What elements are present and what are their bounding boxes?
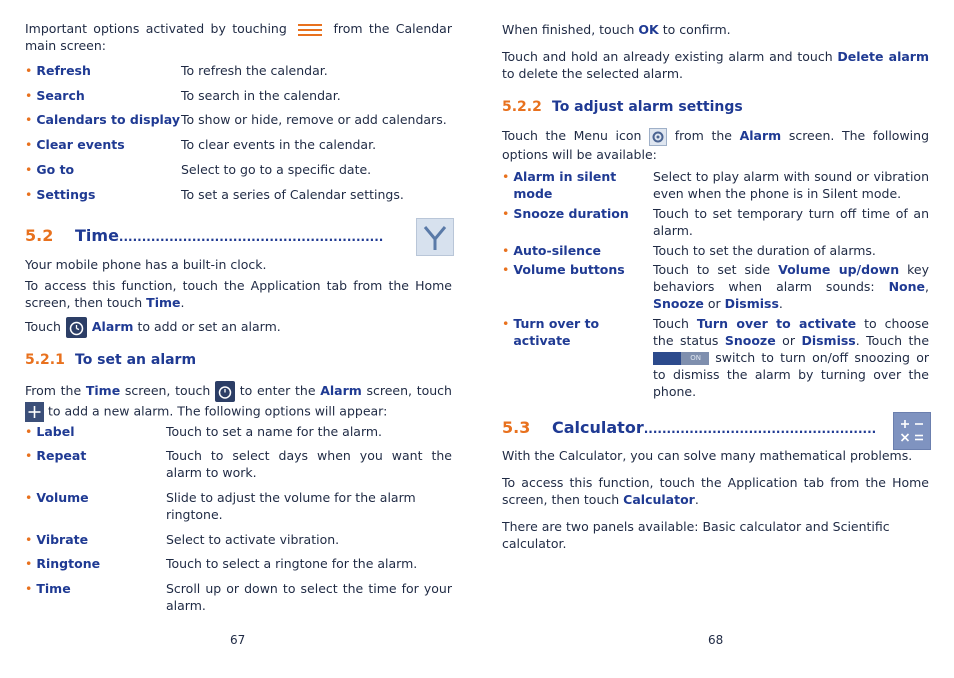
switch-label: ON bbox=[690, 354, 701, 362]
paragraph bbox=[502, 48, 929, 82]
option-desc: To show or hide, remove or add calendars. bbox=[181, 112, 447, 127]
alarm-clock-icon bbox=[66, 317, 87, 338]
para-text: To access this function, touch the Application tab from the Home screen, then touch bbox=[25, 278, 452, 310]
para-text: Touch and hold an already existing alarm and touch bbox=[502, 49, 833, 64]
para-bold: Time bbox=[85, 383, 121, 398]
paragraph bbox=[25, 317, 281, 338]
subsection-title: To adjust alarm settings bbox=[552, 99, 743, 115]
para-text: from the bbox=[674, 128, 732, 143]
option-desc: Touch to set a name for the alarm. bbox=[166, 424, 383, 439]
setting-desc: Select to play alarm with sound or vibration even when the phone is in Silent mode. bbox=[653, 169, 929, 201]
para-text: . bbox=[180, 295, 185, 310]
subsection-heading bbox=[502, 99, 743, 115]
subsection-number: 5.2.1 bbox=[25, 352, 65, 368]
para-text: to enter the bbox=[239, 383, 316, 398]
alarm-option: • Label bbox=[25, 424, 75, 439]
option-desc: Touch to select days when you want the alarm to work. bbox=[166, 448, 452, 480]
para-text: Touch bbox=[25, 319, 61, 334]
option-term: Repeat bbox=[36, 448, 87, 463]
paragraph bbox=[25, 277, 452, 311]
para-text: to confirm. bbox=[662, 22, 731, 37]
option-term: Ringtone bbox=[36, 556, 101, 571]
cal-option: • Go to bbox=[25, 162, 75, 177]
para-text: screen. The following options will be available: bbox=[502, 128, 930, 162]
option-desc: To set a series of Calendar settings. bbox=[181, 187, 404, 202]
setting-term: • Volume buttons bbox=[502, 262, 625, 277]
setting-term: • Auto-silence bbox=[502, 243, 601, 258]
option-desc: Select to go to a specific date. bbox=[181, 162, 372, 177]
option-desc: Scroll up or down to select the time for your alarm. bbox=[166, 581, 452, 613]
para-text: screen, touch bbox=[366, 383, 452, 398]
cal-option: • Clear events bbox=[25, 137, 125, 152]
alarm-option: • Time bbox=[25, 581, 71, 596]
para-text: to delete the selected alarm. bbox=[502, 66, 683, 81]
desc-bold: Snooze bbox=[653, 296, 704, 311]
setting-term: • Turn over to activate bbox=[502, 315, 642, 349]
paragraph bbox=[502, 127, 929, 163]
toggle-switch-icon bbox=[653, 352, 709, 365]
cal-option: • Search bbox=[25, 88, 85, 103]
para-text: To access this function, touch the Application tab from the Home screen, then touch bbox=[502, 475, 929, 507]
option-term: Refresh bbox=[36, 63, 91, 78]
para-bold: Alarm bbox=[320, 383, 362, 398]
intro-text: Important options activated by touching bbox=[25, 21, 287, 36]
cal-option: • Refresh bbox=[25, 63, 91, 78]
alarm-option: • Volume bbox=[25, 490, 89, 505]
paragraph bbox=[25, 381, 452, 422]
para-bold: OK bbox=[638, 22, 659, 37]
setting-desc: Touch to set the duration of alarms. bbox=[653, 243, 876, 258]
term-text: Turn over to activate bbox=[513, 316, 600, 348]
option-term: Time bbox=[36, 581, 71, 596]
setting-term: • Alarm in silent mode bbox=[502, 168, 642, 202]
paragraph bbox=[502, 474, 929, 508]
para-text: . bbox=[694, 492, 699, 507]
desc-text: to choose the status bbox=[653, 316, 929, 348]
setting-desc bbox=[653, 261, 929, 312]
para-text: When finished, touch bbox=[502, 22, 635, 37]
para-bold: Alarm bbox=[91, 319, 134, 334]
setting-term: • Snooze duration bbox=[502, 206, 629, 221]
option-term: Go to bbox=[36, 162, 75, 177]
clock-tab-icon bbox=[416, 218, 454, 256]
section-number: 5.3 bbox=[502, 418, 531, 437]
paragraph: With the Calculator, you can solve many mathematical problems. bbox=[502, 448, 913, 463]
para-text: From the bbox=[25, 383, 82, 398]
para-bold: Calculator bbox=[623, 492, 695, 507]
option-desc: To refresh the calendar. bbox=[181, 63, 328, 78]
desc-text: . Touch the bbox=[855, 333, 930, 348]
option-term: Search bbox=[36, 88, 85, 103]
section-title: Time bbox=[75, 226, 119, 245]
paragraph: There are two panels available: Basic calculator and Scientific calculator. bbox=[502, 519, 890, 551]
desc-text: switch to turn on/off snoozing or to dismiss the alarm by turning over the phone. bbox=[653, 350, 930, 399]
alarm-option: • Ringtone bbox=[25, 556, 101, 571]
cal-option: • Settings bbox=[25, 187, 96, 202]
paragraph: Your mobile phone has a built-in clock. bbox=[25, 257, 267, 272]
desc-text: Touch to set side bbox=[653, 262, 771, 277]
desc-bold: Turn over to activate bbox=[696, 316, 857, 331]
desc-bold: Dismiss bbox=[724, 296, 779, 311]
para-text: to add a new alarm. The following options will appear: bbox=[47, 403, 388, 419]
intro-text-2: from the Calendar main screen: bbox=[25, 21, 452, 53]
setting-desc bbox=[653, 315, 929, 400]
option-desc: Slide to adjust the volume for the alarm ringtone. bbox=[166, 490, 416, 522]
option-term: Label bbox=[36, 424, 75, 439]
option-term: Calendars to display bbox=[36, 112, 181, 127]
alarm-option: • Repeat bbox=[25, 448, 87, 463]
desc-text: key behaviors when alarm sounds: bbox=[653, 262, 929, 294]
setting-desc: Touch to set temporary turn off time of an alarm. bbox=[653, 206, 929, 238]
alarm-clock-icon bbox=[215, 381, 235, 402]
para-text: Touch the Menu icon bbox=[502, 128, 642, 143]
desc-text: or bbox=[707, 296, 721, 311]
page-number: 67 bbox=[230, 633, 246, 647]
option-term: Volume bbox=[36, 490, 89, 505]
term-text: Volume buttons bbox=[513, 262, 625, 277]
option-term: Clear events bbox=[36, 137, 125, 152]
term-text: Snooze duration bbox=[513, 206, 629, 221]
term-text: Alarm in silent mode bbox=[513, 169, 617, 201]
desc-bold: Dismiss bbox=[801, 333, 856, 348]
heading-leader: .......................................................... bbox=[118, 230, 384, 244]
page-number: 68 bbox=[708, 633, 724, 647]
option-desc: Touch to select a ringtone for the alarm. bbox=[166, 556, 418, 571]
subsection-title: To set an alarm bbox=[75, 352, 197, 368]
desc-text: or bbox=[782, 333, 795, 348]
gear-icon bbox=[649, 128, 667, 146]
plus-icon bbox=[25, 402, 44, 422]
desc-text: Touch bbox=[653, 316, 689, 331]
para-bold: Delete alarm bbox=[837, 49, 929, 64]
subsection-heading bbox=[25, 352, 196, 368]
para-text: screen, touch bbox=[124, 383, 211, 398]
desc-text: , bbox=[925, 279, 930, 294]
calculator-icon bbox=[893, 412, 931, 450]
alarm-option: • Vibrate bbox=[25, 532, 89, 547]
section-title: Calculator bbox=[552, 418, 644, 437]
term-text: Auto-silence bbox=[513, 243, 601, 258]
para-bold: Time bbox=[146, 295, 181, 310]
desc-bold: None bbox=[888, 279, 926, 294]
calendar-intro bbox=[25, 20, 452, 54]
heading-leader: ................................................... bbox=[643, 422, 877, 436]
option-term: Vibrate bbox=[36, 532, 89, 547]
option-desc: To clear events in the calendar. bbox=[181, 137, 377, 152]
cal-option: • Calendars to display bbox=[25, 112, 181, 127]
desc-bold: Snooze bbox=[724, 333, 776, 348]
desc-text: . bbox=[778, 296, 783, 311]
option-desc: Select to activate vibration. bbox=[166, 532, 340, 547]
desc-bold: Volume up/down bbox=[778, 262, 900, 277]
paragraph bbox=[502, 21, 731, 38]
option-desc: To search in the calendar. bbox=[181, 88, 341, 103]
section-number: 5.2 bbox=[25, 226, 54, 245]
section-heading bbox=[25, 226, 383, 245]
menu-lines-icon bbox=[297, 23, 323, 37]
section-heading bbox=[502, 418, 876, 437]
para-bold: Alarm bbox=[739, 128, 782, 143]
option-term: Settings bbox=[36, 187, 96, 202]
para-text: to add or set an alarm. bbox=[137, 319, 281, 334]
subsection-number: 5.2.2 bbox=[502, 99, 542, 115]
